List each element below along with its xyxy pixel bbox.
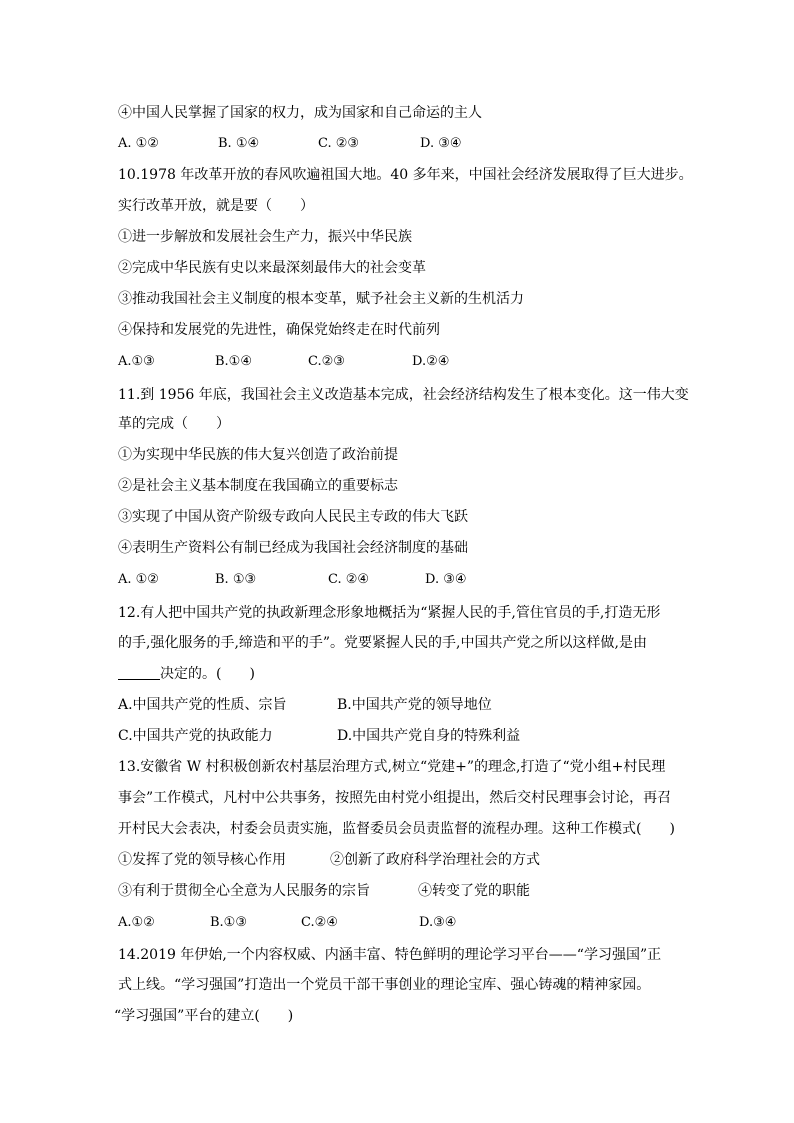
q14-stem-line-1: 14.2019 年伊始,一个内容权威、内涵丰富、特色鲜明的理论学习平台——“学习强国”正 (118, 947, 662, 963)
q10-stem-line-1: 10.1978 年改革开放的春风吹遍祖国大地。40 多年来，中国社会经济发展取得了巨大进步。 (118, 167, 693, 183)
q13-stem-line-2: 事会”工作模式，凡村中公共事务，按照先由村党小组提出，然后交村民理事会讨论，再召 (118, 790, 672, 806)
q10-stem-line-2: 实行改革开放，就是要（ ） (118, 198, 314, 214)
q13-choice-a: A.①② (118, 915, 155, 930)
q12-stem-line-1: 12.有人把中国共产党的执政新理念形象地概括为“紧握人民的手,管住官员的手,打造无形 (118, 605, 661, 621)
q11-option-4: ④表明生产资料公有制已经成为我国社会经济制度的基础 (118, 540, 468, 556)
q9-choice-a: A. ①② (118, 136, 159, 151)
q13-choice-b: B.①③ (210, 915, 247, 930)
q11-stem-line-1: 11.到 1956 年底，我国社会主义改造基本完成，社会经济结构发生了根本变化。这一伟大变 (118, 387, 689, 403)
q13-choice-d: D.③④ (419, 915, 457, 930)
q10-option-4: ④保持和发展党的先进性，确保党始终走在时代前列 (118, 322, 440, 338)
q10-choice-d: D.②④ (412, 354, 450, 369)
q11-option-3: ③实现了中国从资产阶级专政向人民民主专政的伟大飞跃 (118, 509, 468, 525)
q10-choice-c: C.②③ (308, 354, 345, 369)
q13-stem-line-1: 13.安徽省 W 村积极创新农村基层治理方式,树立“党建+”的理念,打造了“党小组+村民理 (118, 759, 666, 775)
q10-choice-a: A.①③ (118, 354, 155, 369)
q11-choice-d: D. ③④ (425, 572, 467, 587)
q12-stem-line-2: 的手,强化服务的手,缔造和平的手”。党要紧握人民的手,中国共产党之所以这样做,是由 (118, 635, 647, 651)
q9-choice-d: D. ③④ (420, 136, 462, 151)
q12-choice-c: C.中国共产党的执政能力 (118, 728, 273, 744)
q10-option-1: ①进一步解放和发展社会生产力，振兴中华民族 (118, 229, 412, 245)
answer-blank (118, 665, 160, 680)
q14-stem-line-3: “学习强国”平台的建立( ) (114, 1008, 294, 1024)
q12-choice-b: B.中国共产党的领导地位 (337, 697, 492, 713)
q11-choice-b: B. ①③ (215, 572, 257, 587)
q10-option-2: ②完成中华民族有史以来最深刻最伟大的社会变革 (118, 260, 426, 276)
q12-stem-line-3: 决定的。( ) (118, 665, 255, 683)
q10-choice-b: B.①④ (215, 354, 252, 369)
q10-option-3: ③推动我国社会主义制度的根本变革，赋予社会主义新的生机活力 (118, 291, 524, 307)
q11-choice-c: C. ②④ (328, 572, 370, 587)
q9-option-4: ④中国人民掌握了国家的权力，成为国家和自己命运的主人 (118, 105, 482, 121)
q14-stem-line-2: 式上线。“学习强国”打造出一个党员干部干事创业的理论宝库、强心铸魂的精神家园。 (118, 977, 651, 993)
q13-option-2: ②创新了政府科学治理社会的方式 (330, 852, 540, 868)
q9-choice-b: B. ①④ (218, 136, 260, 151)
q13-stem-line-3: 开村民大会表决，村委会员责实施，监督委员会员责监督的流程办理。这种工作模式( ) (118, 821, 675, 837)
q13-option-4: ④转变了党的职能 (418, 883, 530, 899)
q13-option-1: ①发挥了党的领导核心作用 (118, 852, 286, 868)
q12-choice-d: D.中国共产党自身的特殊利益 (337, 728, 521, 744)
q11-option-2: ②是社会主义基本制度在我国确立的重要标志 (118, 478, 398, 494)
q13-choice-c: C.②④ (301, 915, 338, 930)
q12-choice-a: A.中国共产党的性质、宗旨 (118, 697, 287, 713)
q11-option-1: ①为实现中华民族的伟大复兴创造了政治前提 (118, 447, 398, 463)
q9-choice-c: C. ②③ (318, 136, 360, 151)
q11-choice-a: A. ①② (118, 572, 159, 587)
q13-option-3: ③有利于贯彻全心全意为人民服务的宗旨 (118, 883, 370, 899)
q11-stem-line-2: 革的完成（ ） (118, 416, 230, 432)
